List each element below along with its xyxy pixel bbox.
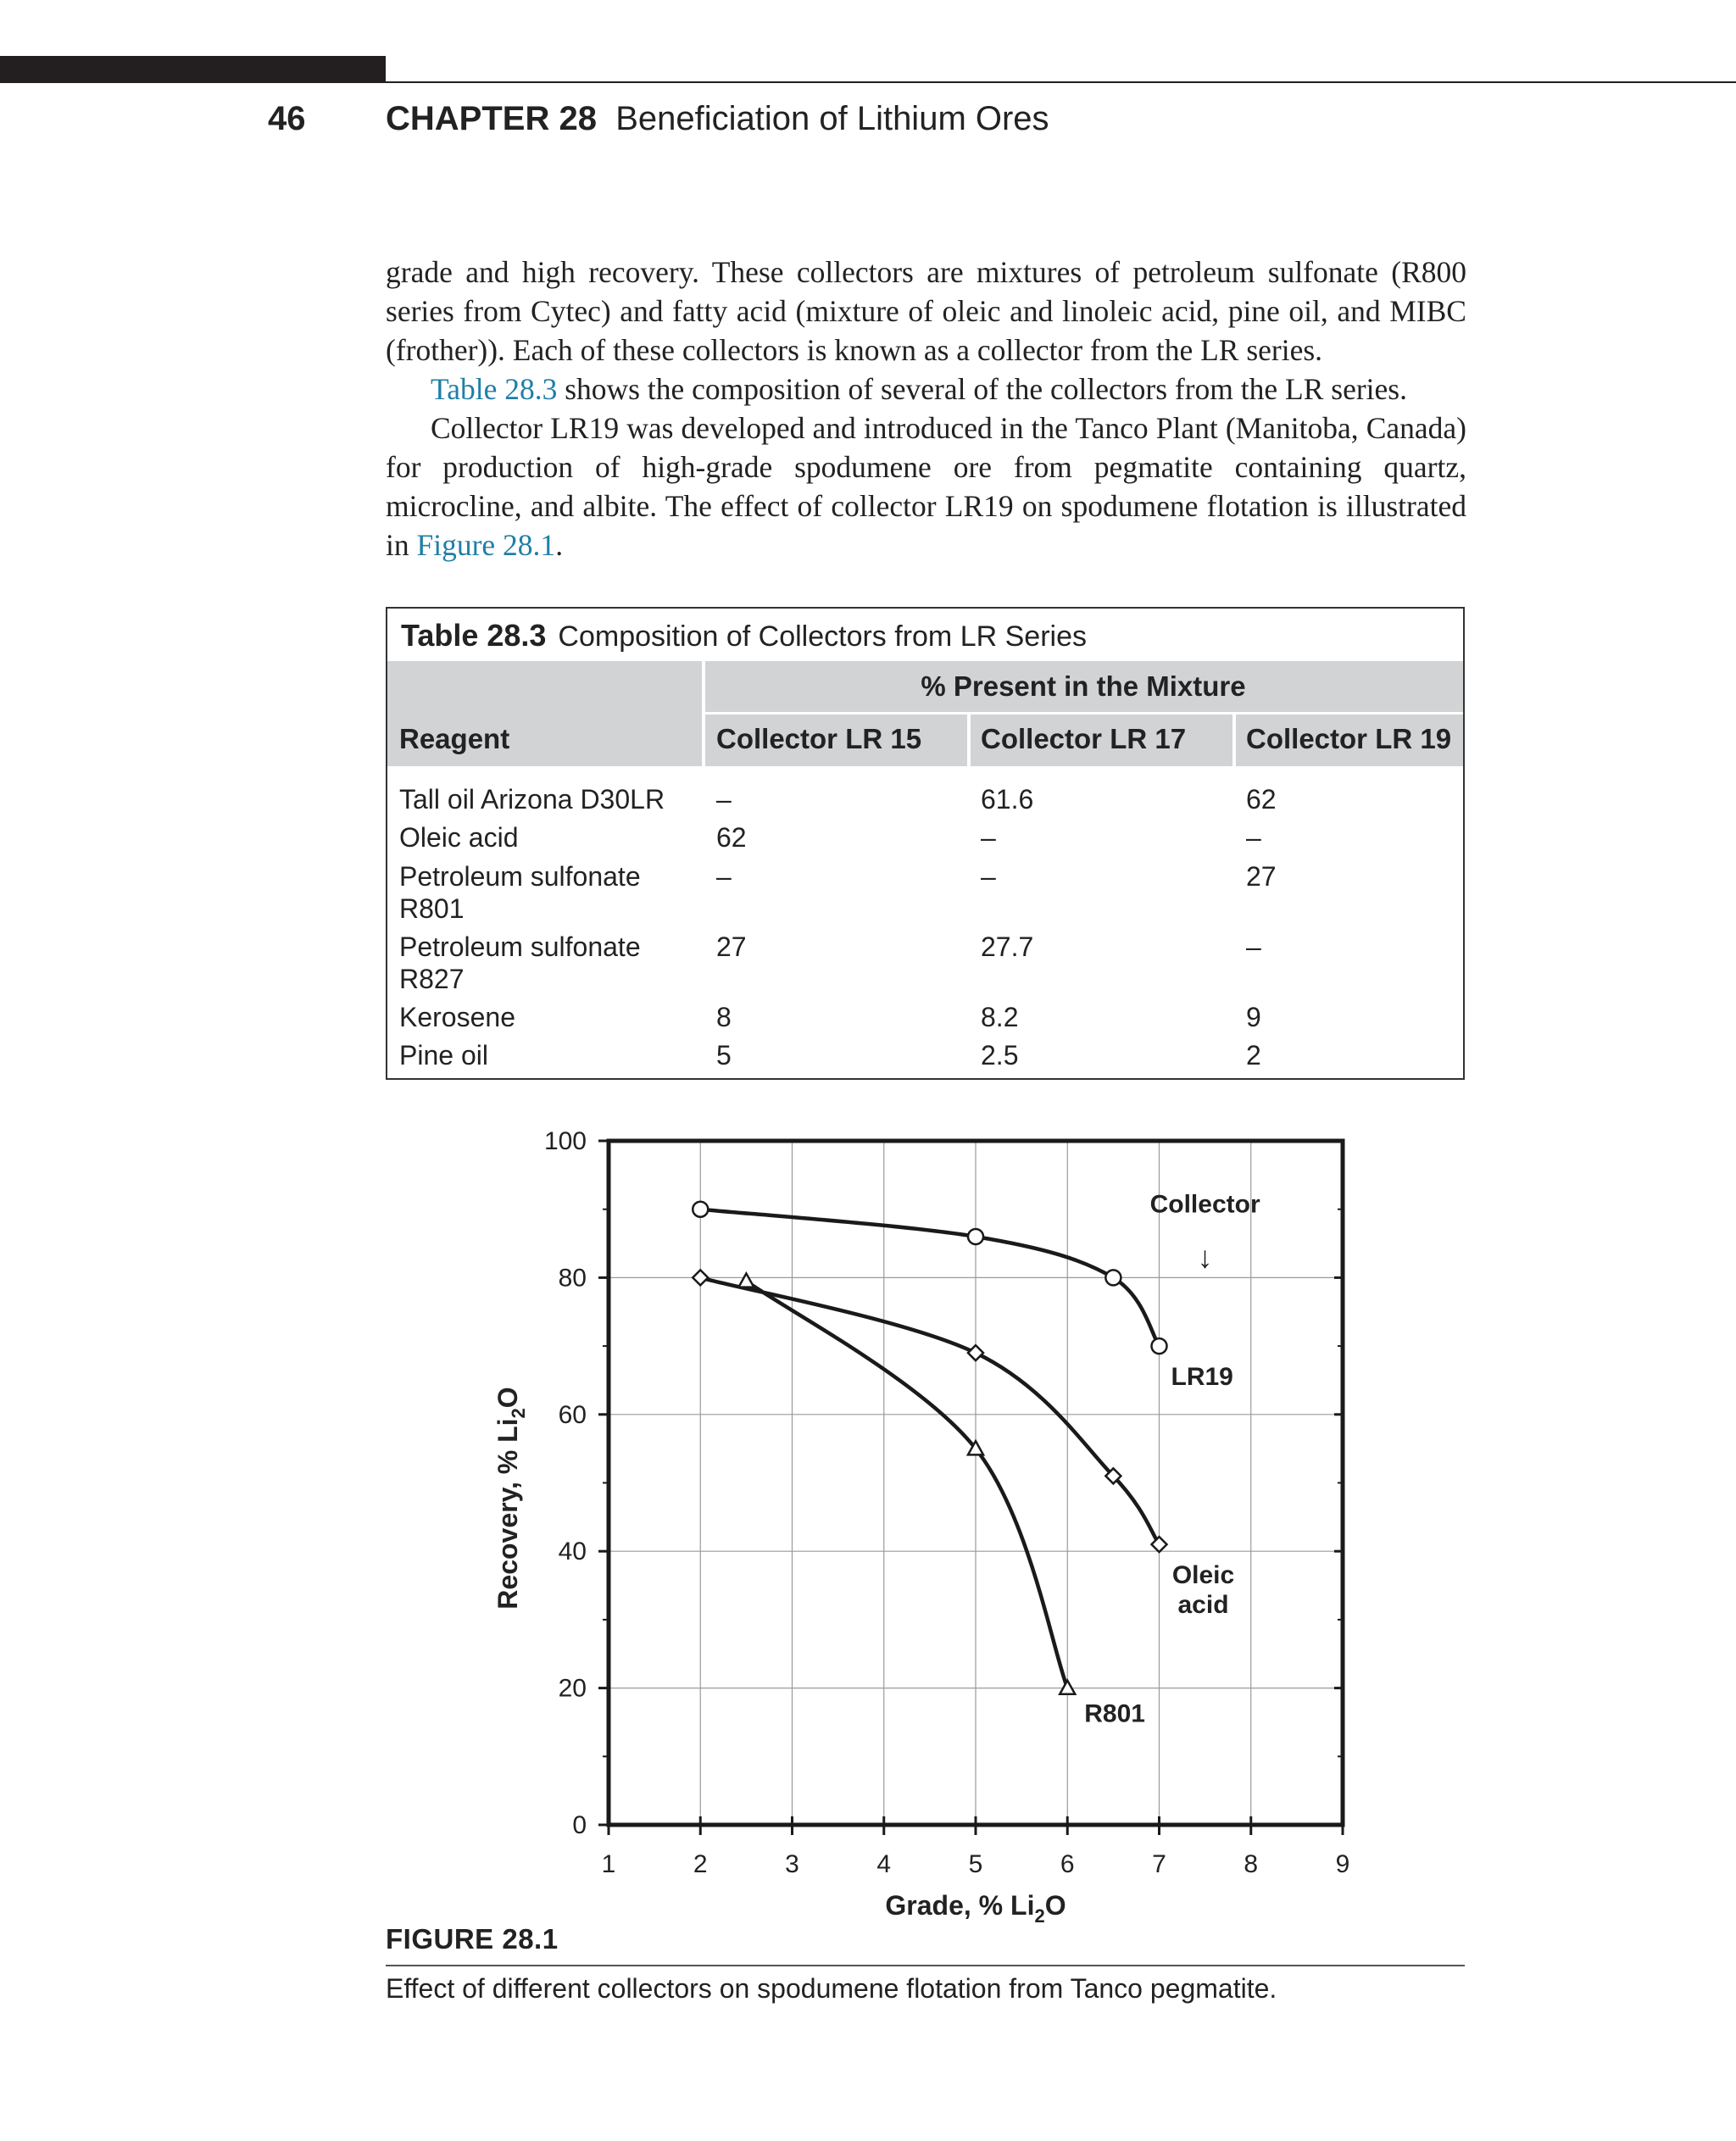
y-axis-label <box>492 1387 529 1609</box>
col-header-reagent: Reagent <box>399 723 510 754</box>
x-tick-label: 7 <box>1152 1850 1166 1878</box>
figure-label: FIGURE 28.1 <box>386 1923 559 1955</box>
data-point-triangle <box>1060 1681 1075 1694</box>
x-tick-label: 3 <box>785 1850 799 1878</box>
cell-reagent: Oleic acid <box>399 822 519 853</box>
col-header-lr17: Collector LR 17 <box>981 723 1187 754</box>
series-label-lr19: LR19 <box>1171 1363 1233 1392</box>
recovery-grade-chart <box>492 1119 1390 1932</box>
table-title: Composition of Collectors from LR Series <box>558 620 1087 653</box>
cell-reagent-line2: R827 <box>399 964 465 994</box>
x-tick-label: 2 <box>693 1850 708 1878</box>
paragraph-3-end: . <box>555 528 564 562</box>
cell-lr19: 27 <box>1246 861 1277 892</box>
paragraph-2-text: shows the composition of several of the collectors from the LR series. <box>557 372 1407 406</box>
body-text <box>386 253 1466 564</box>
chapter-title: Beneficiation of Lithium Ores <box>615 100 1049 137</box>
table-label: Table 28.3 <box>401 618 547 653</box>
cell-lr15: 62 <box>716 822 747 853</box>
header-bar <box>0 56 386 83</box>
cell-lr17: 2.5 <box>981 1040 1019 1070</box>
figure-28-1 <box>492 1119 1390 1932</box>
y-axis-label-main: Recovery, % Li <box>492 1418 523 1610</box>
cell-lr19: 9 <box>1246 1002 1261 1032</box>
cell-lr19: 2 <box>1246 1040 1261 1070</box>
table-caption <box>401 615 1087 656</box>
y-tick-label: 60 <box>558 1400 587 1429</box>
paragraph-1: grade and high recovery. These collectors are mixtures of petroleum sulfonate (R800 series from Cytec) and fatty acid (mixture of oleic and linoleic acid, pine oil, and MIBC (frother)). Each of these collectors is known as a collector from the LR series. <box>386 255 1466 367</box>
series-label-acid: acid <box>1177 1591 1229 1620</box>
cell-lr19: 62 <box>1246 784 1277 815</box>
header-divider <box>967 714 971 766</box>
series-label-oleic: Oleic <box>1171 1561 1235 1590</box>
figure-caption: Effect of different collectors on spodumene flotation from Tanco pegmatite. <box>386 1973 1277 2004</box>
x-tick-label: 4 <box>876 1850 892 1878</box>
cell-reagent-line2: R801 <box>399 893 465 924</box>
col-header-lr19: Collector LR 19 <box>1246 723 1452 754</box>
data-point-circle <box>1152 1338 1167 1354</box>
cell-lr15: – <box>716 784 732 815</box>
y-axis-label-sub: 2 <box>508 1408 529 1419</box>
header-divider <box>1232 714 1236 766</box>
y-tick-label: 0 <box>572 1811 587 1839</box>
running-header <box>0 95 1736 142</box>
cell-lr15: 5 <box>716 1040 732 1070</box>
chapter-heading <box>386 95 1049 142</box>
y-tick-label: 80 <box>558 1264 587 1293</box>
x-axis-label-sub: 2 <box>1034 1905 1045 1927</box>
data-point-diamond <box>1152 1537 1167 1552</box>
page-number: 46 <box>268 100 306 137</box>
x-tick-label: 1 <box>601 1850 616 1878</box>
cell-lr15: – <box>716 861 732 892</box>
cell-lr17: – <box>981 861 996 892</box>
cell-reagent: Kerosene <box>399 1002 515 1032</box>
cell-lr19: – <box>1246 931 1261 962</box>
table-ref-link[interactable]: Table 28.3 <box>431 372 558 406</box>
x-axis-label <box>885 1890 1066 1927</box>
collector-arrow-icon: ↓ <box>1197 1239 1213 1275</box>
x-axis-label-main: Grade, % Li <box>885 1890 1035 1921</box>
chapter-label: CHAPTER 28 <box>386 100 597 137</box>
paragraph-3 <box>386 409 1466 564</box>
y-tick-label: 40 <box>558 1538 587 1566</box>
cell-lr19: – <box>1246 822 1261 853</box>
header-divider <box>704 712 1463 715</box>
x-axis-label-end: O <box>1044 1890 1066 1921</box>
cell-lr15: 8 <box>716 1002 732 1032</box>
cell-reagent: Petroleum sulfonate <box>399 931 641 962</box>
y-axis-label-end: O <box>492 1387 523 1409</box>
series-line-r801 <box>746 1281 1067 1688</box>
figure-ref-link[interactable]: Figure 28.1 <box>416 528 556 562</box>
cell-lr17: – <box>981 822 996 853</box>
data-point-circle <box>693 1202 708 1217</box>
y-tick-label: 100 <box>543 1127 587 1155</box>
cell-reagent: Tall oil Arizona D30LR <box>399 784 665 815</box>
series-label-r801: R801 <box>1084 1699 1145 1728</box>
group-header: % Present in the Mixture <box>921 670 1246 702</box>
data-point-diamond <box>693 1270 708 1285</box>
series-line-oleic-acid <box>700 1277 1159 1544</box>
cell-lr15: 27 <box>716 931 747 962</box>
data-point-circle <box>968 1229 983 1244</box>
cell-reagent: Pine oil <box>399 1040 488 1070</box>
header-rule <box>386 81 1736 83</box>
cell-lr17: 8.2 <box>981 1002 1019 1032</box>
table-28-3 <box>386 607 1465 1080</box>
x-tick-label: 8 <box>1244 1850 1259 1878</box>
paragraph-2 <box>386 370 1466 409</box>
data-point-triangle <box>738 1273 754 1287</box>
figure-rule <box>386 1965 1465 1966</box>
x-tick-label: 5 <box>968 1850 983 1878</box>
cell-lr17: 27.7 <box>981 931 1034 962</box>
y-tick-label: 20 <box>558 1674 587 1703</box>
x-tick-label: 9 <box>1335 1850 1350 1878</box>
data-point-diamond <box>968 1345 983 1360</box>
cell-lr17: 61.6 <box>981 784 1034 815</box>
data-point-circle <box>1105 1270 1121 1285</box>
col-header-lr15: Collector LR 15 <box>716 723 922 754</box>
x-tick-label: 6 <box>1060 1850 1075 1878</box>
paragraph-3-text: Collector LR19 was developed and introduced in the Tanco Plant (Manitoba, Canada) for production of high-grade spodumene ore from pegmatite containing quartz, microcline, and albite. The effect of collector LR19 on spodumene flotation is illustrated in <box>386 411 1466 562</box>
collector-annotation: Collector <box>1149 1190 1260 1219</box>
cell-reagent: Petroleum sulfonate <box>399 861 641 892</box>
